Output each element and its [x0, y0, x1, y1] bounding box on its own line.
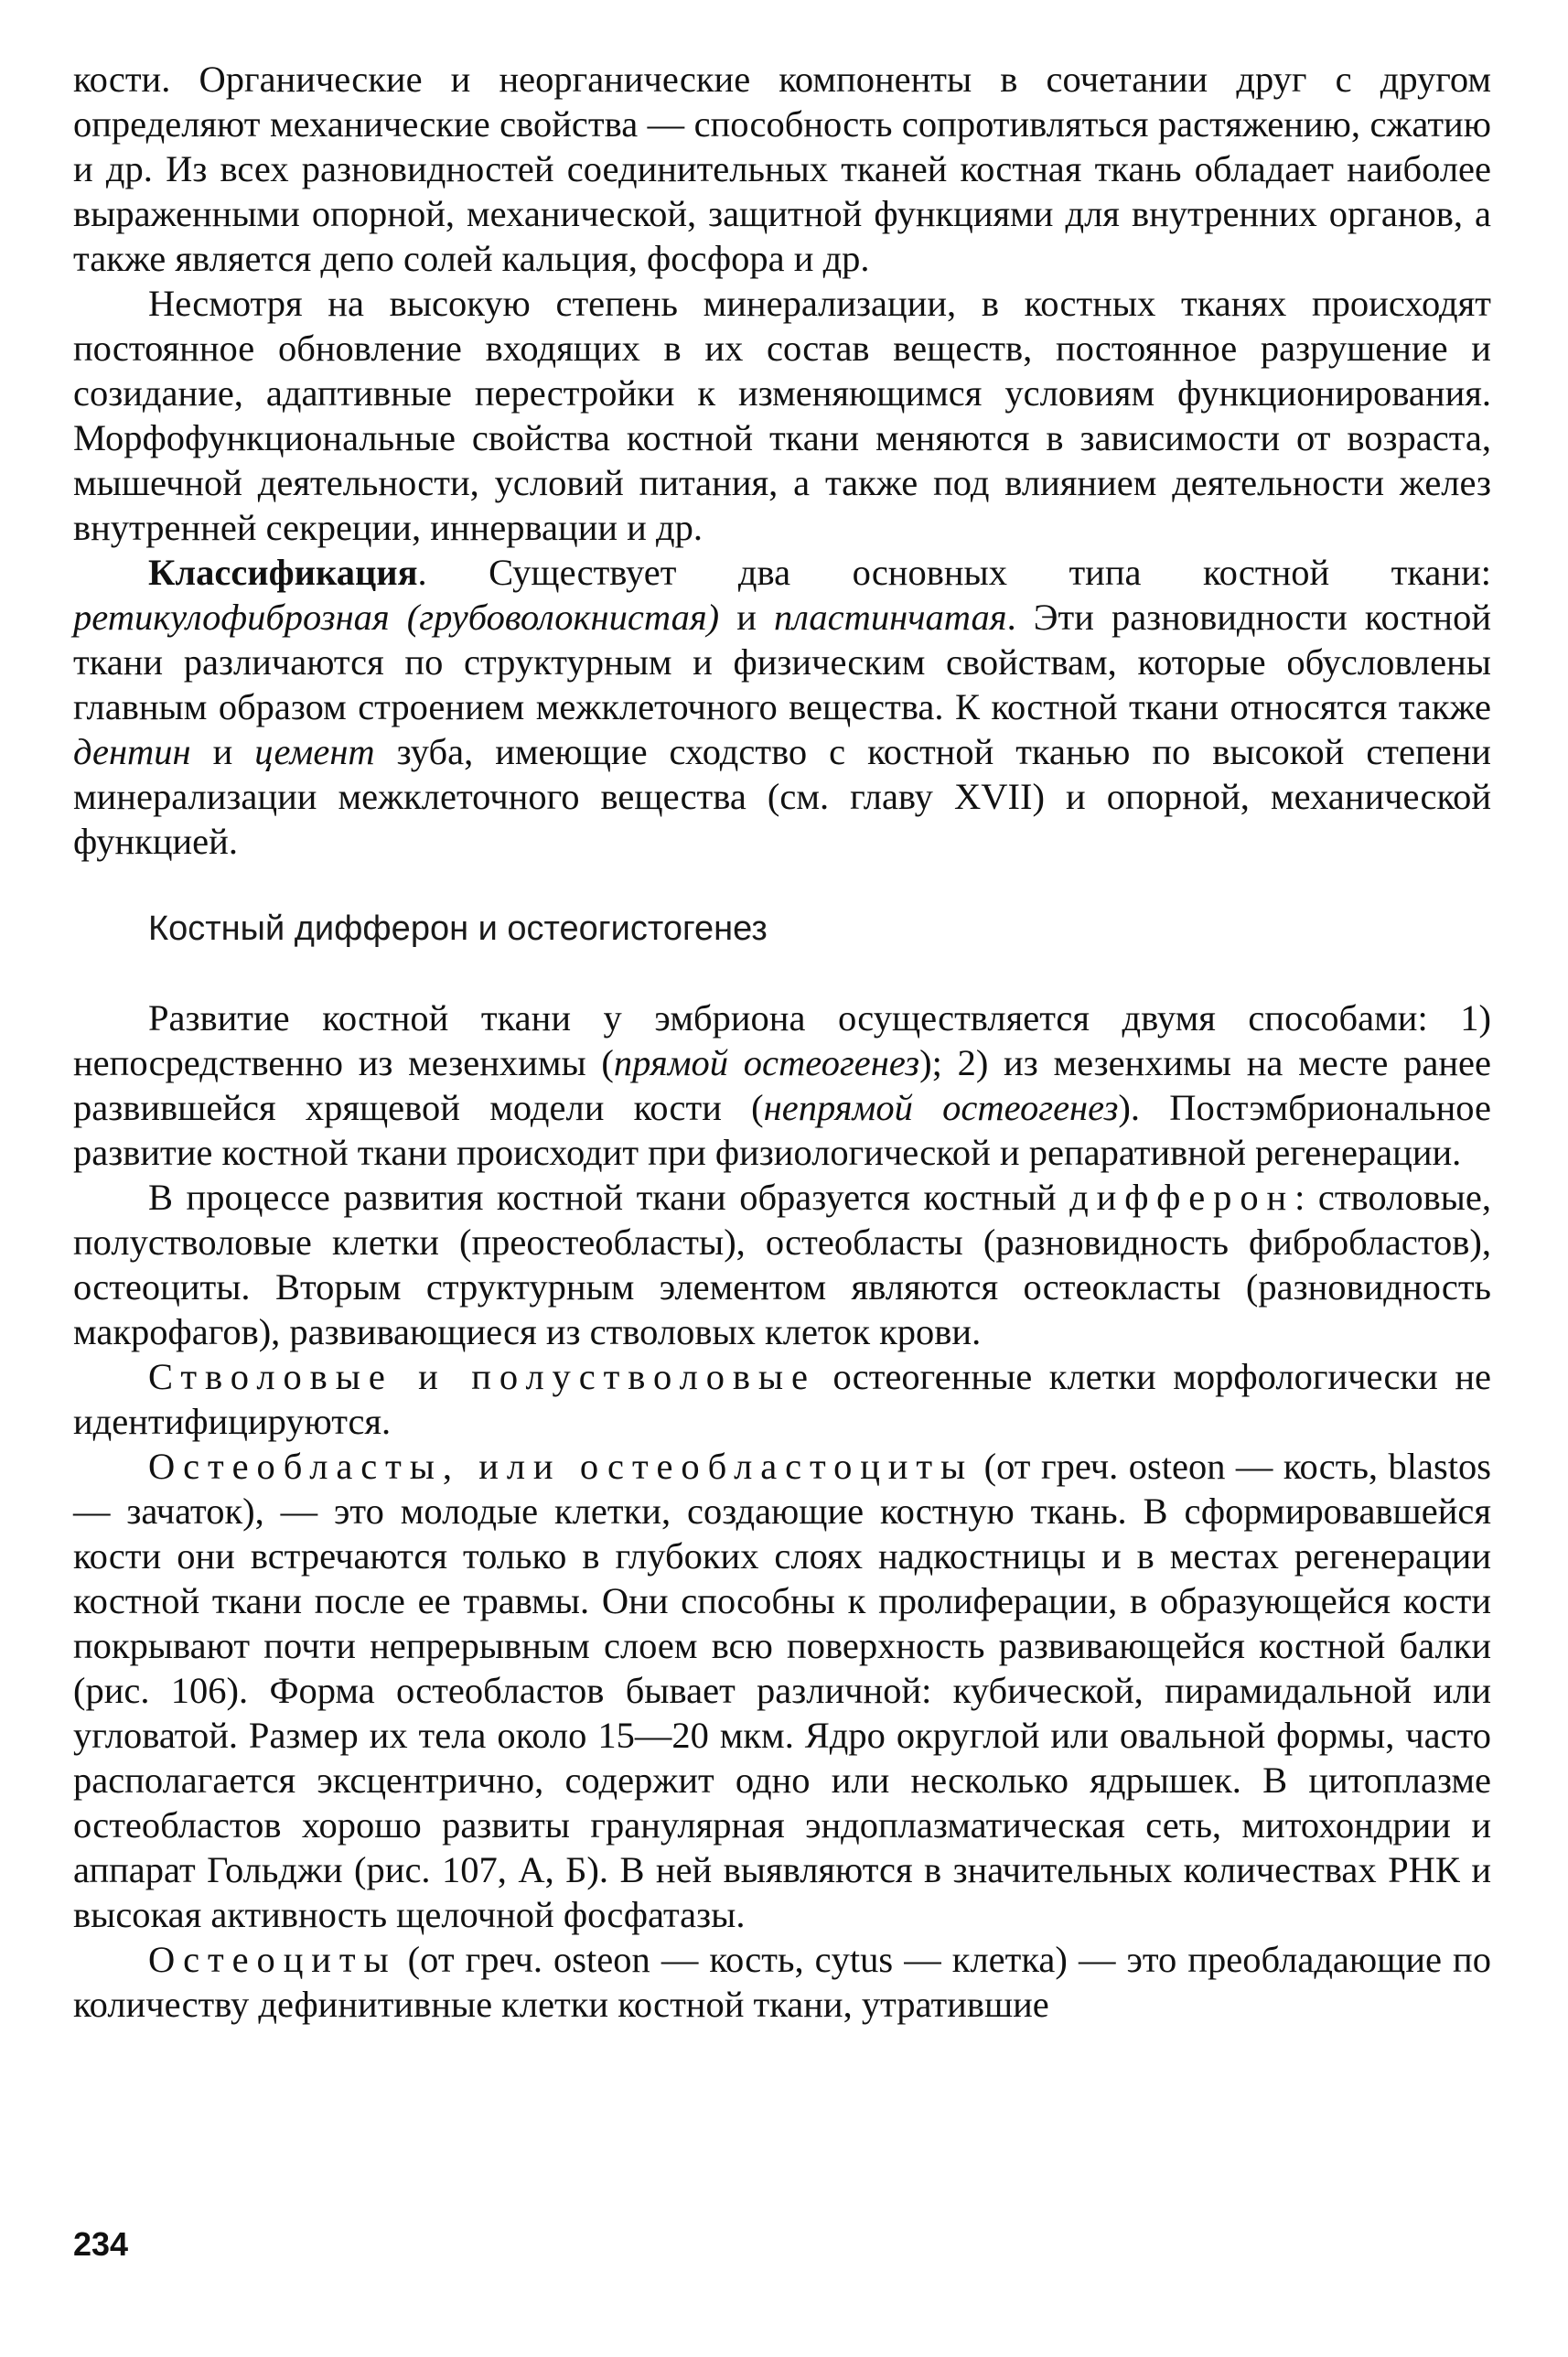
term-differon: дифферон [1069, 1177, 1295, 1218]
page-number: 234 [73, 2225, 129, 2263]
paragraph-differon [73, 1175, 1491, 1354]
text-span: Развитие костной ткани у эмбриона осуществляется двумя способами: 1) непосредственно из мезенхимы ( [73, 997, 1491, 1083]
text-span: : стволовые, полустволовые клетки (преостеобласты), остеобласты (разновидность фибробластов), остеоциты. Вторым структурным элементом являются остеокласты (разновидность макрофагов), развивающиеся из стволовых клеток крови. [73, 1177, 1491, 1352]
term-direct-osteogenesis: прямой остеогенез [613, 1042, 920, 1083]
text-span: ); 2) из мезенхимы на месте ранее развившейся хрящевой модели кости ( [73, 1042, 1491, 1128]
text-span: . Эти разновидности костной ткани различаются по структурным и физическим свойствам, которые обусловлены главным образом строением межклеточного вещества. К костной ткани относятся также [73, 597, 1492, 727]
term-reticulofibrous: ретикулофиброзная (грубоволокнистая) [73, 597, 720, 638]
paragraph-osteogenesis [73, 996, 1491, 1175]
paragraph-osteocytes [73, 1937, 1491, 2027]
term-indirect-osteogenesis: непрямой остеогенез [763, 1087, 1119, 1128]
text-span: зуба, имеющие сходство с костной тканью по высокой степени минерализации межклеточного вещества (см. главу XVII) и опорной, механической функцией. [73, 731, 1491, 862]
term-cement: цемент [254, 731, 375, 772]
term-osteoblasts: Остеобласты, или остеобластоциты [148, 1446, 974, 1487]
term-dentin: дентин [73, 731, 191, 772]
page-body [73, 57, 1491, 2027]
paragraph-classification [73, 550, 1491, 864]
text-span: В процессе развития костной ткани образуется костный [148, 1177, 1070, 1218]
text-span: остеогенные клетки морфологически не идентифицируются. [73, 1356, 1491, 1442]
paragraph-bone-properties: кости. Органические и неорганические компоненты в сочетании друг с другом определяют механические свойства — способность сопротивляться растяжению, сжатию и др. Из всех разновидностей соединительных тканей костная ткань обладает наиболее выраженными опорной, механической, защитной функциями для внутренних органов, а также является депо солей кальция, фосфора и др. [73, 59, 1491, 279]
section-heading: Костный дифферон и остеогистогенез [148, 909, 768, 948]
text-span: и [190, 731, 255, 772]
text-span: и [719, 597, 774, 638]
text-span: ). Постэмбриональное развитие костной ткани происходит при физиологической и репаративной регенерации. [73, 1087, 1491, 1173]
paragraph-mineralization: Несмотря на высокую степень минерализации, в костных тканях происходят постоянное обновление входящих в их состав веществ, постоянное разрушение и созидание, адаптивные перестройки к изменяющимся условиям функционирования. Морфофункциональные свойства костной ткани меняются в зависимости от возраста, мышечной деятельности, условий питания, а также под влиянием деятельности желез внутренней секреции, иннервации и др. [73, 283, 1491, 548]
term-stem-cells: Стволовые и полустволовые [148, 1356, 816, 1397]
term-osteocytes: Остеоциты [148, 1939, 397, 1980]
text-span: . Существует два основных типа костной ткани: [417, 552, 1491, 593]
text-span: (от греч. osteon — кость, blastos — зачаток), — это молодые клетки, создающие костную ткань. В сформировавшейся кости они встречаются только в глубоких слоях надкостницы и в местах регенерации костной ткани после ее травмы. Они способны к пролиферации, в образующейся кости покрывают почти непрерывным слоем всю поверхность развивающейся костной балки (рис. 106). Форма остеобластов бывает различной: кубической, пирамидальной или угловатой. Размер их тела около 15—20 мкм. Ядро округлой или овальной формы, часто располагается эксцентрично, содержит одно или несколько ядрышек. В цитоплазме остеобластов хорошо развиты гранулярная эндоплазматическая сеть, митохондрии и аппарат Гольджи (рис. 107, А, Б). В ней выявляются в значительных количествах РНК и высокая активность щелочной фосфатазы. [73, 1446, 1491, 1935]
paragraph-osteoblasts [73, 1444, 1491, 1937]
text-span: (от греч. osteon — кость, cytus — клетка) — это преобладающие по количеству дефинитивные клетки костной ткани, утратившие [73, 1939, 1491, 2025]
term-lamellar: пластинчатая [773, 597, 1007, 638]
paragraph-stem-cells [73, 1354, 1491, 1444]
term-classification: Классификация [148, 552, 418, 593]
